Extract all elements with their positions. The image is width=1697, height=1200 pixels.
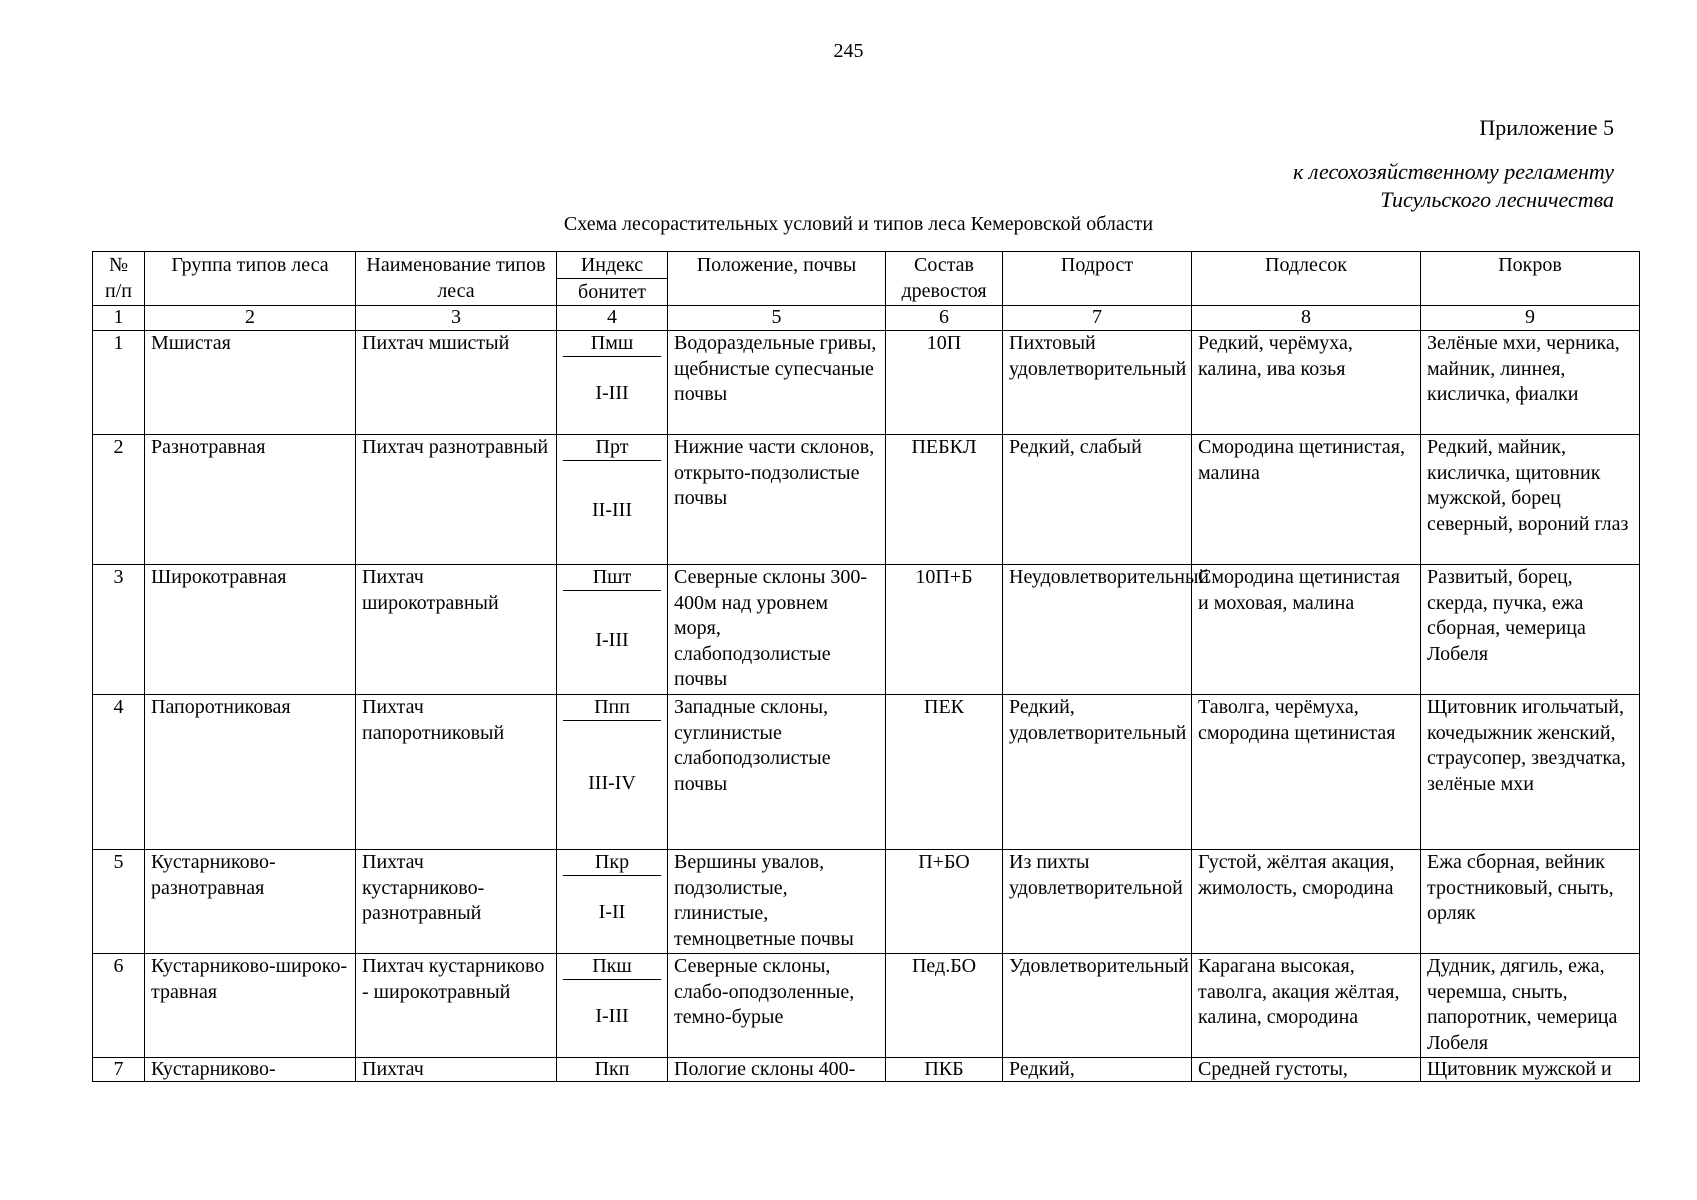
row-number: 4 <box>93 695 145 850</box>
name-cell: Пихтач широкотравный <box>356 565 557 695</box>
row-number: 2 <box>93 435 145 565</box>
row-number: 6 <box>93 954 145 1058</box>
name-cell: Пихтач кустарниково - широкотравный <box>356 954 557 1058</box>
row-number: 1 <box>93 331 145 435</box>
table-row <box>93 695 1640 850</box>
header-num: № п/п <box>93 252 145 306</box>
row-number: 5 <box>93 850 145 954</box>
undergrowth-cell: Пихтовый удовлетворительный <box>1003 331 1192 435</box>
index-value: Пмш <box>563 331 661 357</box>
underbrush-cell: Редкий, черёмуха, калина, ива козья <box>1192 331 1421 435</box>
header-position: Положение, почвы <box>668 252 886 306</box>
index-value: Прт <box>563 435 661 461</box>
index-cell: Пкп <box>557 1058 668 1082</box>
column-number: 5 <box>668 306 886 331</box>
position-cell: Водораздельные гривы, щебнистые супесчаные почвы <box>668 331 886 435</box>
underbrush-cell: Густой, жёлтая акация, жимолость, смородина <box>1192 850 1421 954</box>
appendix-label: Приложение 5 <box>1479 115 1614 140</box>
underbrush-cell: Смородина щетинистая и моховая, малина <box>1192 565 1421 695</box>
bonitet-value: I-II <box>598 901 626 923</box>
name-cell: Пихтач кустарниково-разнотравный <box>356 850 557 954</box>
column-number: 8 <box>1192 306 1421 331</box>
group-cell: Кустарниково- <box>145 1058 356 1082</box>
group-cell: Широкотравная <box>145 565 356 695</box>
row-number: 7 <box>93 1058 145 1082</box>
undergrowth-cell: Редкий, <box>1003 1058 1192 1082</box>
group-cell: Разнотравная <box>145 435 356 565</box>
bonitet-value: I-III <box>595 629 629 651</box>
position-cell: Пологие склоны 400- <box>668 1058 886 1082</box>
index-cell <box>557 954 668 1058</box>
table-row <box>93 954 1640 1058</box>
table-row <box>93 565 1640 695</box>
composition-cell: 10П+Б <box>886 565 1003 695</box>
header-composition: Состав древостоя <box>886 252 1003 306</box>
column-number: 3 <box>356 306 557 331</box>
forest-types-table <box>92 251 1640 1082</box>
cover-cell: Зелёные мхи, черника, майник, линнея, кисличка, фиалки <box>1421 331 1640 435</box>
index-value: Пкр <box>563 850 661 876</box>
composition-cell: ПКБ <box>886 1058 1003 1082</box>
bonitet-value: I-III <box>595 1005 629 1027</box>
name-cell: Пихтач разнотравный <box>356 435 557 565</box>
column-number: 6 <box>886 306 1003 331</box>
bonitet-value: I-III <box>595 382 629 404</box>
cover-cell: Щитовник игольчатый, кочедыжник женский, страусопер, звездчатка, зелёные мхи <box>1421 695 1640 850</box>
cover-cell: Щитовник мужской и <box>1421 1058 1640 1082</box>
index-value: Пкш <box>563 954 661 980</box>
name-cell: Пихтач мшистый <box>356 331 557 435</box>
bonitet-value: III-IV <box>588 772 636 794</box>
group-cell: Кустарниково-разнотравная <box>145 850 356 954</box>
column-number: 9 <box>1421 306 1640 331</box>
index-value: Ппп <box>563 695 661 721</box>
cover-cell: Дудник, дягиль, ежа, черемша, сныть, папоротник, чемерица Лобеля <box>1421 954 1640 1058</box>
underbrush-cell: Карагана высокая, таволга, акация жёлтая, калина, смородина <box>1192 954 1421 1058</box>
underbrush-cell: Смородина щетинистая, малина <box>1192 435 1421 565</box>
cover-cell: Развитый, борец, скерда, пучка, ежа сборная, чемерица Лобеля <box>1421 565 1640 695</box>
group-cell: Кустарниково-широко-травная <box>145 954 356 1058</box>
cover-cell: Ежа сборная, вейник тростниковый, сныть, орляк <box>1421 850 1640 954</box>
position-cell: Северные склоны, слабо-оподзоленные, темно-бурые <box>668 954 886 1058</box>
index-cell <box>557 695 668 850</box>
group-cell: Мшистая <box>145 331 356 435</box>
index-cell <box>557 850 668 954</box>
row-number: 3 <box>93 565 145 695</box>
header-index: Индекс <box>557 252 668 279</box>
composition-cell: ПЕК <box>886 695 1003 850</box>
table-row <box>93 1058 1640 1082</box>
position-cell: Вершины увалов, подзолистые, глинистые, темноцветные почвы <box>668 850 886 954</box>
column-number: 7 <box>1003 306 1192 331</box>
column-number: 2 <box>145 306 356 331</box>
appendix-subtitle <box>1293 158 1614 214</box>
table-row <box>93 435 1640 565</box>
undergrowth-cell: Из пихты удовлетворительной <box>1003 850 1192 954</box>
group-cell: Папоротниковая <box>145 695 356 850</box>
document-title: Схема лесорастительных условий и типов леса Кемеровской области <box>563 213 1154 235</box>
underbrush-cell: Таволга, черёмуха, смородина щетинистая <box>1192 695 1421 850</box>
table-row <box>93 331 1640 435</box>
composition-cell: П+БО <box>886 850 1003 954</box>
header-group: Группа типов леса <box>145 252 356 306</box>
column-number: 4 <box>557 306 668 331</box>
header-bonitet: бонитет <box>557 279 668 306</box>
table-row <box>93 850 1640 954</box>
composition-cell: Пед.БО <box>886 954 1003 1058</box>
position-cell: Нижние части склонов, открыто-подзолистые почвы <box>668 435 886 565</box>
undergrowth-cell: Неудовлетворительный <box>1003 565 1192 695</box>
header-row <box>93 252 1640 279</box>
header-underbrush: Подлесок <box>1192 252 1421 306</box>
composition-cell: 10П <box>886 331 1003 435</box>
composition-cell: ПЕБКЛ <box>886 435 1003 565</box>
header-cover: Покров <box>1421 252 1640 306</box>
undergrowth-cell: Редкий, слабый <box>1003 435 1192 565</box>
index-cell <box>557 565 668 695</box>
index-cell <box>557 331 668 435</box>
undergrowth-cell: Удовлетворительный <box>1003 954 1192 1058</box>
position-cell: Северные склоны 300-400м над уровнем моря, слабоподзолистые почвы <box>668 565 886 695</box>
subtitle-line-1: к лесохозяйственному регламенту <box>1293 159 1614 184</box>
underbrush-cell: Средней густоты, <box>1192 1058 1421 1082</box>
cover-cell: Редкий, майник, кисличка, щитовник мужской, борец северный, вороний глаз <box>1421 435 1640 565</box>
header-name: Наименование типов леса <box>356 252 557 306</box>
position-cell: Западные склоны, суглинистые слабоподзолистые почвы <box>668 695 886 850</box>
header-undergrowth: Подрост <box>1003 252 1192 306</box>
subtitle-line-2: Тисульского лесничества <box>1380 187 1614 212</box>
page-number: 245 <box>833 40 864 62</box>
name-cell: Пихтач папоротниковый <box>356 695 557 850</box>
bonitet-value: II-III <box>592 499 632 521</box>
undergrowth-cell: Редкий, удовлетворительный <box>1003 695 1192 850</box>
column-number-row <box>93 306 1640 331</box>
column-number: 1 <box>93 306 145 331</box>
name-cell: Пихтач <box>356 1058 557 1082</box>
index-value: Пшт <box>563 565 661 591</box>
index-cell <box>557 435 668 565</box>
